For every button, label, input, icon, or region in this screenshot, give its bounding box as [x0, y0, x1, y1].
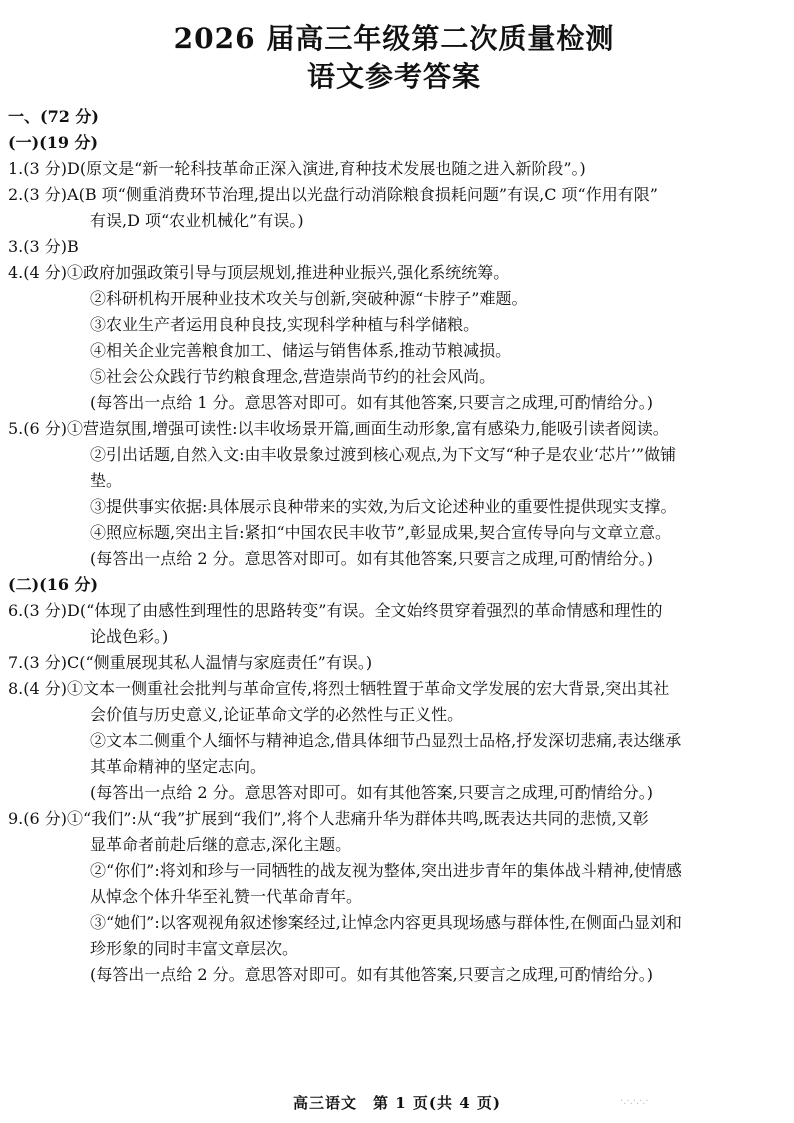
answer-item-9-point: ③“她们”:以客观视角叙述惨案经过,让悼念内容更具现场感与群体性,在侧面凸显刘和	[90, 913, 682, 932]
answer-item-8-point-cont: 其革命精神的坚定志向。	[90, 757, 267, 776]
answer-item-9-point-cont: 珍形象的同时丰富文章层次。	[90, 939, 299, 958]
page-footer: 高三语文 第 1 页(共 4 页)	[293, 1094, 501, 1112]
answer-item-5-point-cont: 垫。	[90, 471, 123, 490]
scoring-note: (每答出一点给 2 分。意思答对即可。如有其他答案,只要言之成理,可酌情给分。)	[90, 965, 654, 984]
section-heading: 一、(72 分)	[8, 107, 99, 126]
answer-item-2-cont: 有误,D 项“农业机械化”有误。)	[90, 211, 304, 230]
answer-item-8-point: ②文本二侧重个人缅怀与精神追念,借具体细节凸显烈士品格,抒发深切悲痛,表达继承	[90, 731, 682, 750]
page-title: 2026 届高三年级第二次质量检测	[173, 22, 615, 55]
subsection-heading: (二)(16 分)	[8, 575, 99, 594]
answer-item-4-point: ④相关企业完善粮食加工、储运与销售体系,推动节粮减损。	[90, 341, 512, 360]
answer-item-1: 1.(3 分)D(原文是“新一轮科技革命正深入演进,育种技术发展也随之进入新阶段”。)	[8, 159, 586, 178]
answer-item-4-point: ②科研机构开展种业技术攻关与创新,突破种源“卡脖子”难题。	[90, 289, 528, 308]
answer-item-9: 9.(6 分)①“我们”:从“我”扩展到“我们”,将个人悲痛升华为群体共鸣,既表达共同的悲愤,又彰	[8, 809, 649, 828]
watermark: ·.·.·.·.·	[620, 1096, 649, 1107]
answer-item-2: 2.(3 分)A(B 项“侧重消费环节治理,提出以光盘行动消除粮食损耗问题”有误,C 项“作用有限”	[8, 185, 658, 204]
answer-item-5-point: ③提供事实依据:具体展示良种带来的实效,为后文论述种业的重要性提供现实支撑。	[90, 497, 677, 516]
answer-item-8-cont: 会价值与历史意义,论证革命文学的必然性与正义性。	[90, 705, 464, 724]
subsection-heading: (一)(19 分)	[8, 133, 99, 152]
answer-item-5: 5.(6 分)①营造氛围,增强可读性:以丰收场景开篇,画面生动形象,富有感染力,能吸引读者阅读。	[8, 419, 669, 438]
answer-item-5-point: ④照应标题,突出主旨:紧扣“中国农民丰收节”,彰显成果,契合宣传导向与文章立意。	[90, 523, 672, 542]
answer-item-6-cont: 论战色彩。)	[90, 627, 169, 646]
answer-item-4-point: ⑤社会公众践行节约粮食理念,营造崇尚节约的社会风尚。	[90, 367, 496, 386]
answer-body	[8, 104, 780, 988]
answer-item-8: 8.(4 分)①文本一侧重社会批判与革命宣传,将烈士牺牲置于革命文学发展的宏大背景,突出其社	[8, 679, 670, 698]
answer-item-5-point: ②引出话题,自然入文:由丰收景象过渡到核心观点,为下文写“种子是农业‘芯片’”做铺	[90, 445, 677, 464]
answer-item-9-point-cont: 从悼念个体升华至礼赞一代革命青年。	[90, 887, 363, 906]
answer-item-4-point: ③农业生产者运用良种良技,实现科学种植与科学储粮。	[90, 315, 480, 334]
answer-item-3: 3.(3 分)B	[8, 237, 79, 256]
answer-item-6: 6.(3 分)D(“体现了由感性到理性的思路转变”有误。全文始终贯穿着强烈的革命情感和理性的	[8, 601, 663, 620]
answer-item-4: 4.(4 分)①政府加强政策引导与顶层规划,推进种业振兴,强化系统统筹。	[8, 263, 510, 282]
answer-item-9-cont: 显革命者前赴后继的意志,深化主题。	[90, 835, 352, 854]
scoring-note: (每答出一点给 1 分。意思答对即可。如有其他答案,只要言之成理,可酌情给分。)	[90, 393, 654, 412]
scoring-note: (每答出一点给 2 分。意思答对即可。如有其他答案,只要言之成理,可酌情给分。)	[90, 783, 654, 802]
page-subtitle: 语文参考答案	[306, 60, 481, 93]
scoring-note: (每答出一点给 2 分。意思答对即可。如有其他答案,只要言之成理,可酌情给分。)	[90, 549, 654, 568]
answer-item-9-point: ②“你们”:将刘和珍与一同牺牲的战友视为整体,突出进步青年的集体战斗精神,使情感	[90, 861, 682, 880]
answer-item-7: 7.(3 分)C(“侧重展现其私人温情与家庭责任”有误。)	[8, 653, 373, 672]
